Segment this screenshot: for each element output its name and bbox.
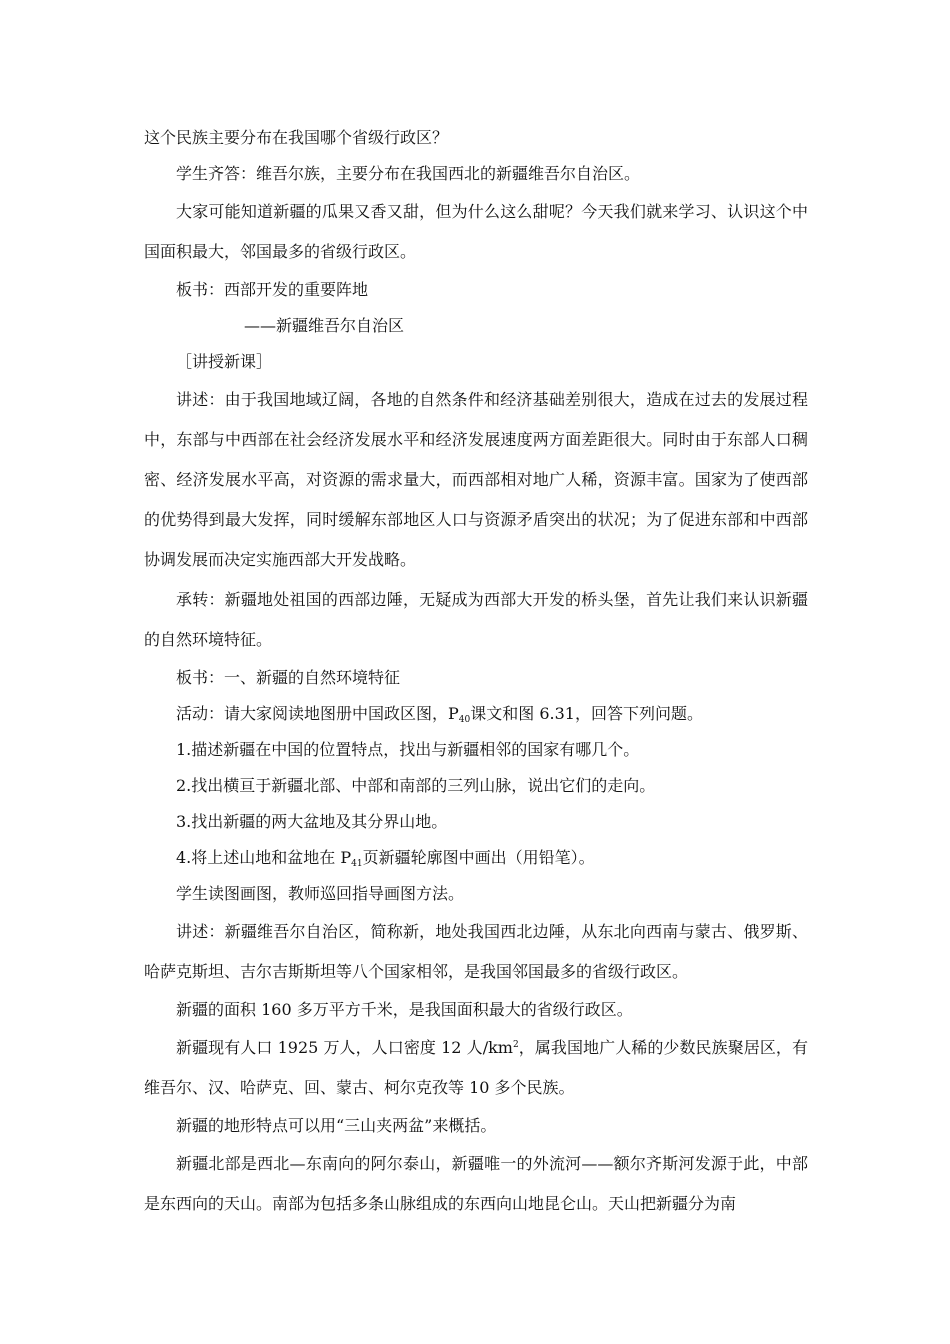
section-label: ［讲授新课］ <box>176 352 273 371</box>
question-item: 2.找出横亘于新疆北部、中部和南部的三列山脉，说出它们的走向。 <box>176 776 656 795</box>
page-subscript: 40 <box>458 715 471 725</box>
paragraph <box>144 1028 808 1108</box>
text-span: 页新疆轮廓图中画出（用铅笔）。 <box>362 848 595 867</box>
blackboard-heading: 板书：一、新疆的自然环境特征 <box>176 668 401 687</box>
text-span: 活动：请大家阅读地图册中国政区图，P <box>176 704 459 723</box>
document-page <box>144 120 808 1224</box>
blackboard-heading: 板书：西部开发的重要阵地 <box>176 280 369 299</box>
paragraph: 新疆的面积 160 多万平方千米，是我国面积最大的省级行政区。 <box>176 1000 633 1019</box>
question-item <box>144 840 808 876</box>
paragraph: 学生读图画图，教师巡回指导画图方法。 <box>176 884 465 903</box>
paragraph: 大家可能知道新疆的瓜果又香又甜，但为什么这么甜呢？今天我们就来学习、认识这个中国面积最大，邻国最多的省级行政区。 <box>144 202 808 261</box>
paragraph: 这个民族主要分布在我国哪个省级行政区？ <box>144 128 449 147</box>
text-span: 4.将上述山地和盆地在 P <box>176 848 352 867</box>
blackboard-subheading: ——新疆维吾尔自治区 <box>244 316 405 335</box>
paragraph: 承转：新疆地处祖国的西部边陲，无疑成为西部大开发的桥头堡，首先让我们来认识新疆的自然环境特征。 <box>144 590 808 649</box>
paragraph: 新疆北部是西北—东南向的阿尔泰山，新疆唯一的外流河——额尔齐斯河发源于此，中部是东西向的天山。南部为包括多条山脉组成的东西向山地昆仑山。天山把新疆分为南 <box>144 1154 808 1213</box>
paragraph <box>144 696 808 732</box>
paragraph: 学生齐答：维吾尔族，主要分布在我国西北的新疆维吾尔自治区。 <box>176 164 641 183</box>
superscript: 2 <box>512 1040 519 1050</box>
text-span: 课文和图 6.31，回答下列问题。 <box>470 704 703 723</box>
page-subscript: 41 <box>351 859 363 869</box>
question-item: 3.找出新疆的两大盆地及其分界山地。 <box>176 812 448 831</box>
text-span: 新疆现有人口 1925 万人，人口密度 12 人/km <box>176 1038 513 1057</box>
question-item: 1.描述新疆在中国的位置特点，找出与新疆相邻的国家有哪几个。 <box>176 740 640 759</box>
paragraph: 讲述：新疆维吾尔自治区，简称新，地处我国西北边陲，从东北向西南与蒙古、俄罗斯、哈萨克斯坦、吉尔吉斯斯坦等八个国家相邻，是我国邻国最多的省级行政区。 <box>144 922 808 981</box>
text-span: ，属我国地广人稀的少数民族聚居区，有维吾尔、汉、哈萨克、回、蒙古、柯尔克孜等 10 多个民族。 <box>144 1038 808 1097</box>
paragraph: 讲述：由于我国地域辽阔，各地的自然条件和经济基础差别很大，造成在过去的发展过程中，东部与中西部在社会经济发展水平和经济发展速度两方面差距很大。同时由于东部人口稠密、经济发展水平高，对资源的需求量大，而西部相对地广人稀，资源丰富。国家为了使西部的优势得到最大发挥，同时缓解东部地区人口与资源矛盾突出的状况；为了促进东部和中西部协调发展而决定实施西部大开发战略。 <box>144 390 808 569</box>
paragraph: 新疆的地形特点可以用“三山夹两盆”来概括。 <box>176 1116 497 1135</box>
